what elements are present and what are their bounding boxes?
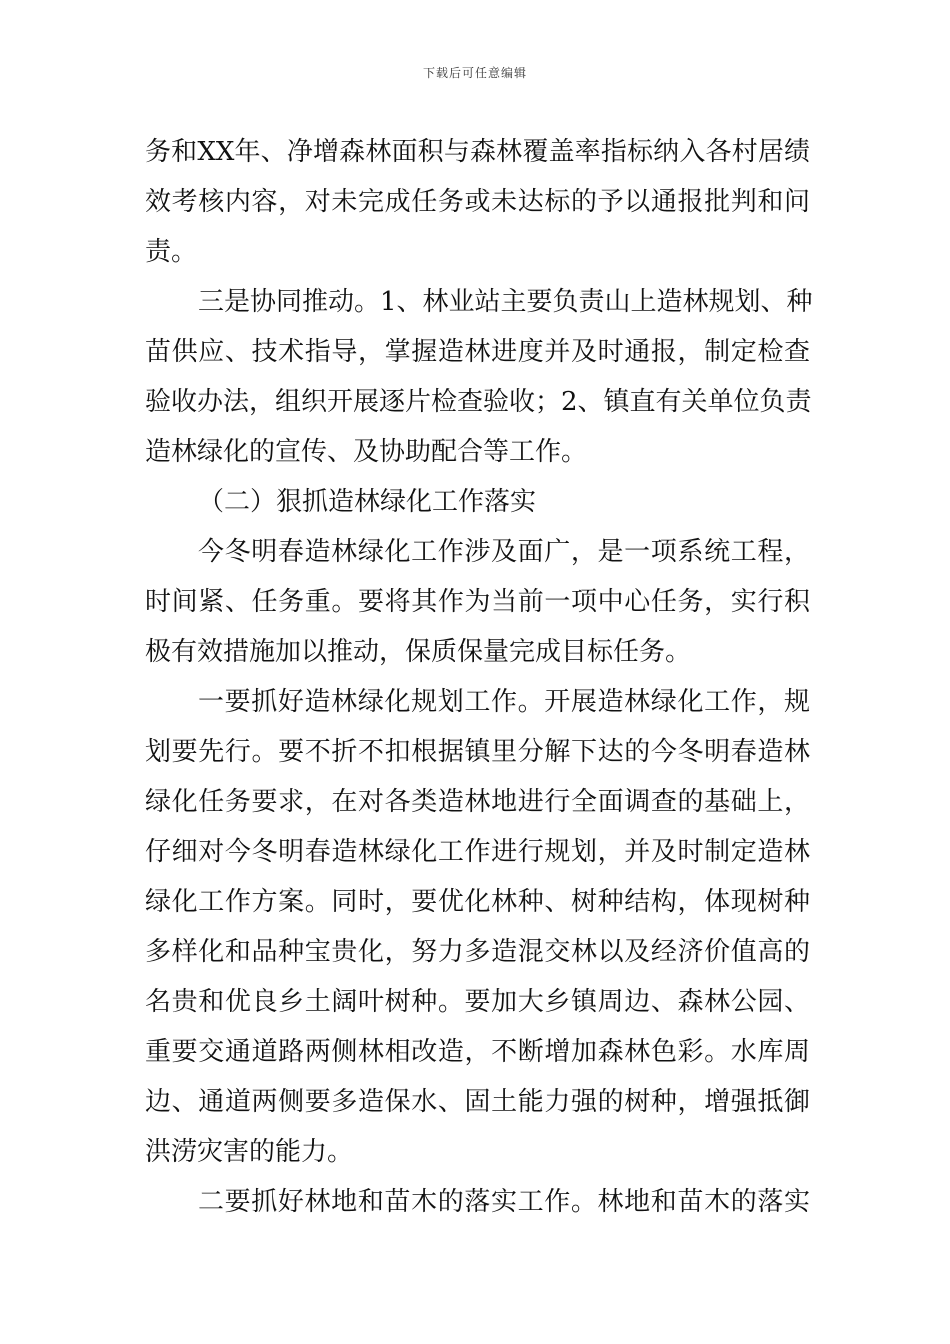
paragraph-first-line: 二要抓好林地和苗木的落实工作。林地和苗木的落实 [198,1187,810,1217]
paragraph-first-line: 三是协同推动。1、林业站主要负责山上造林规划、种 [198,287,813,317]
body-line: 极有效措施加以推动，保质保量完成目标任务。 [145,637,692,667]
body-line: 责。 [145,237,198,267]
body-line: 时间紧、任务重。要将其作为当前一项中心任务，实行积 [145,587,810,617]
body-line: 多样化和品种宝贵化，努力多造混交林以及经济价值高的 [145,937,810,967]
body-line: 划要先行。要不折不扣根据镇里分解下达的今冬明春造林 [145,737,810,767]
body-line: 名贵和优良乡土阔叶树种。要加大乡镇周边、森林公园、 [145,987,810,1017]
document-body [145,127,813,1227]
body-line: 苗供应、技术指导，掌握造林进度并及时通报，制定检查 [145,337,810,367]
paragraph-first-line: 一要抓好造林绿化规划工作。开展造林绿化工作，规 [198,687,810,717]
section-heading: （二）狠抓造林绿化工作落实 [198,487,537,517]
body-line: 造林绿化的宣传、及协助配合等工作。 [145,437,588,467]
header-note: 下载后可任意编辑 [422,66,527,80]
body-line: 洪涝灾害的能力。 [145,1137,354,1167]
body-line: 效考核内容，对未完成任务或未达标的予以通报批判和问 [145,187,810,217]
body-line: 边、通道两侧要多造保水、固土能力强的树种，增强抵御 [145,1087,810,1117]
body-line: 仔细对今冬明春造林绿化工作进行规划，并及时制定造林 [145,837,810,867]
body-line: 绿化工作方案。同时，要优化林种、树种结构，体现树种 [145,887,810,917]
body-line: 务和XX年、净增森林面积与森林覆盖率指标纳入各村居绩 [145,137,810,167]
body-line: 绿化任务要求，在对各类造林地进行全面调查的基础上， [145,787,810,817]
body-line: 验收办法，组织开展逐片检查验收；2、镇直有关单位负责 [145,387,812,417]
body-line: 重要交通道路两侧林相改造，不断增加森林色彩。水库周 [145,1037,810,1067]
paragraph-first-line: 今冬明春造林绿化工作涉及面广，是一项系统工程， [198,537,810,567]
